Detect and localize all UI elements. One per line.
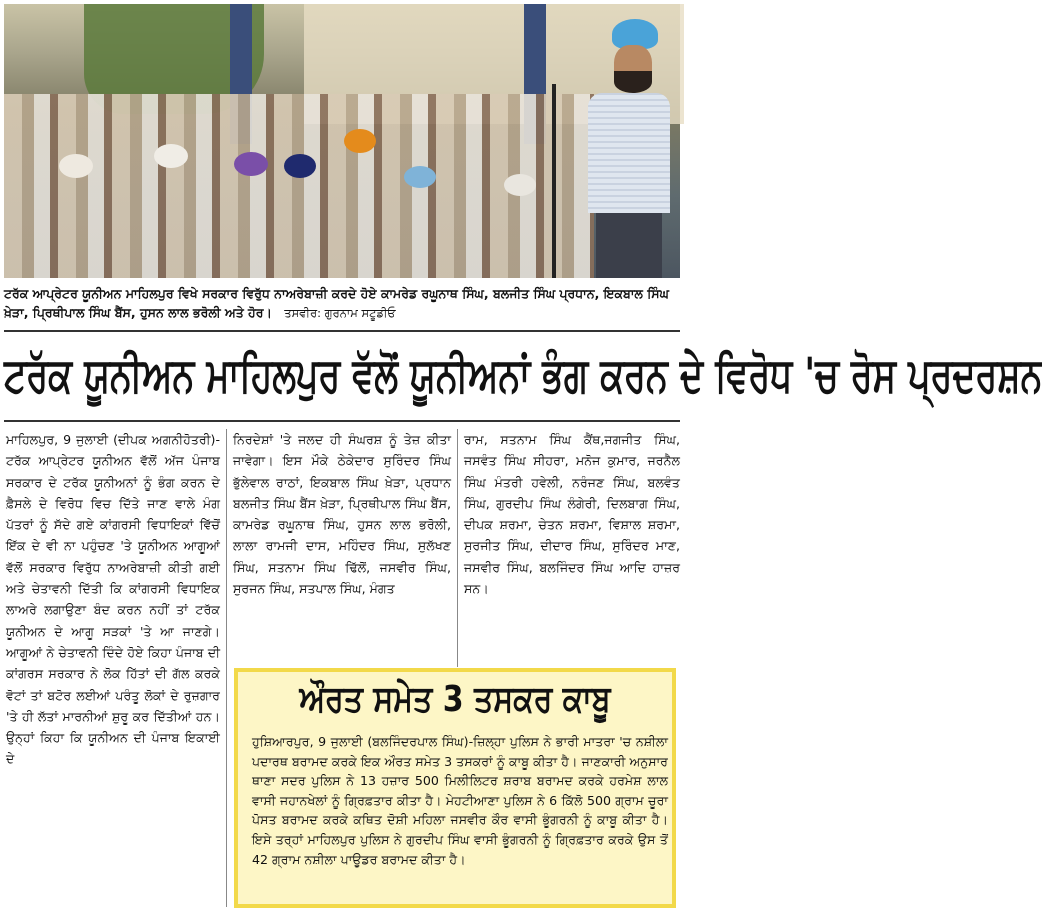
microphone-stand [552,84,556,278]
news-photo [4,4,680,278]
column-divider [457,429,458,667]
turban-orange [344,129,376,153]
box-headline: ਔਰਤ ਸਮੇਤ 3 ਤਸਕਰ ਕਾਬੂ [299,678,611,721]
news-box [234,668,676,908]
article-column-1: ਮਾਹਿਲਪੁਰ, 9 ਜੁਲਾਈ (ਦੀਪਕ ਅਗਨੀਹੋਤਰੀ)-ਟਰੱਕ ਆਪ੍ਰੇਟਰ ਯੂਨੀਅਨ ਵੱਲੋਂ ਅੱਜ ਪੰਜਾਬ ਸਰਕਾਰ ਦੇ ਟਰੱਕ ਯੂਨੀਅਨਾਂ ਨੂੰ ਭੰਗ ਕਰਨ ਦੇ ਫ਼ੈਸਲੇ ਦੇ ਵਿਰੋਧ ਵਿਚ ਦਿੱਤੇ ਜਾਣ ਵਾਲੇ ਮੰਗ ਪੱਤਰਾਂ ਨੂੰ ਸੱਦੇ ਗਏ ਕਾਂਗਰਸੀ ਵਿਧਾਇਕਾਂ ਵਿੱਚੋਂ ਇੱਕ ਦੇ ਵੀ ਨਾ ਪਹੁੰਚਣ 'ਤੇ ਯੂਨੀਅਨ ਆਗੂਆਂ ਵੱਲੋਂ ਸਰਕਾਰ ਵਿਰੁੱਧ ਨਾਅਰੇਬਾਜ਼ੀ ਕੀਤੀ ਗਈ ਅਤੇ ਚੇਤਾਵਨੀ ਦਿੱਤੀ ਕਿ ਕਾਂਗਰਸੀ ਵਿਧਾਇਕ ਲਾਅਰੇ ਲਗਾਉਣਾ ਬੰਦ ਕਰਨ ਨਹੀਂ ਤਾਂ ਟਰੱਕ ਯੂਨੀਅਨ ਦੇ ਆਗੂ ਸੜਕਾਂ 'ਤੇ ਆ ਜਾਣਗੇ। ਆਗੂਆਂ ਨੇ ਚੇਤਾਵਨੀ ਦਿੰਦੇ ਹੋਏ ਕਿਹਾ ਪੰਜਾਬ ਦੀ ਕਾਂਗਰਸ ਸਰਕਾਰ ਨੇ ਲੋਕ ਹਿੱਤਾਂ ਦੀ ਗੱਲ ਕਰਕੇ ਵੋਟਾਂ ਤਾਂ ਬਟੋਰ ਲਈਆਂ ਪਰੰਤੂ ਲੋਕਾਂ ਦੇ ਰੁਜ਼ਗਾਰ 'ਤੇ ਹੀ ਲੱਤਾਂ ਮਾਰਨੀਆਂ ਸ਼ੁਰੂ ਕਰ ਦਿੱਤੀਆਂ ਹਨ। ਉਨ੍ਹਾਂ ਕਿਹਾ ਕਿ ਯੂਨੀਅਨ ਦੀ ਪੰਜਾਬ ਇਕਾਈ ਦੇ [6,432,220,767]
article-column-3: ਰਾਮ, ਸਤਨਾਮ ਸਿੰਘ ਕੈਂਥ,ਜਗਜੀਤ ਸਿੰਘ, ਜਸਵੰਤ ਸਿੰਘ ਸੀਹਰਾ, ਮਨੋਜ ਕੁਮਾਰ, ਜਰਨੈਲ ਸਿੰਘ ਮੰਤਰੀ ਹਵੇਲੀ, ਨਰੰਜਣ ਸਿੰਘ, ਬਲਵੰਤ ਸਿੰਘ, ਗੁਰਦੀਪ ਸਿੰਘ ਲੰਗੇਰੀ, ਦਿਲਬਾਗ ਸਿੰਘ, ਦੀਪਕ ਸ਼ਰਮਾ, ਚੇਤਨ ਸ਼ਰਮਾ, ਵਿਸ਼ਾਲ ਸ਼ਰਮਾ, ਸੁਰਜੀਤ ਸਿੰਘ, ਦੀਦਾਰ ਸਿੰਘ, ਸੁਰਿੰਦਰ ਮਾਣ, ਜਸਵੀਰ ਸਿੰਘ, ਬਲਜਿੰਦਰ ਸਿੰਘ ਆਦਿ ਹਾਜ਼ਰ ਸਨ। [464,432,680,597]
caption-text: ਟਰੱਕ ਆਪ੍ਰੇਟਰ ਯੂਨੀਅਨ ਮਾਹਿਲਪੁਰ ਵਿਖੇ ਸਰਕਾਰ ਵਿਰੁੱਧ ਨਾਅਰੇਬਾਜ਼ੀ ਕਰਦੇ ਹੋਏ ਕਾਮਰੇਡ ਰਘੂਨਾਥ ਸਿੰਘ, ਬਲਜੀਤ ਸਿੰਘ ਪ੍ਰਧਾਨ, ਇਕਬਾਲ ਸਿੰਘ ਖ਼ੇੜਾ, ਪ੍ਰਿਥੀਪਾਲ ਸਿੰਘ ਬੈਂਸ, ਹੁਸਨ ਲਾਲ ਭਰੋਲੀ ਅਤੇ ਹੋਰ। [4,286,669,320]
cap-white [504,174,536,196]
article-column-2: ਨਿਰਦੇਸ਼ਾਂ 'ਤੇ ਜਲਦ ਹੀ ਸੰਘਰਸ਼ ਨੂੰ ਤੇਜ਼ ਕੀਤਾ ਜਾਵੇਗਾ। ਇਸ ਮੌਕੇ ਠੇਕੇਦਾਰ ਸੁਰਿੰਦਰ ਸਿੰਘ ਭੁੱਲੇਵਾਲ ਰਾਠਾਂ, ਇਕਬਾਲ ਸਿੰਘ ਖ਼ੇੜਾ, ਪ੍ਰਧਾਨ ਬਲਜੀਤ ਸਿੰਘ ਬੈਂਸ ਖ਼ੇੜਾ, ਪ੍ਰਿਥੀਪਾਲ ਸਿੰਘ ਬੈਂਸ, ਕਾਮਰੇਡ ਰਘੂਨਾਥ ਸਿੰਘ, ਹੁਸਨ ਲਾਲ ਭਰੋਲੀ, ਲਾਲਾ ਰਾਮਜੀ ਦਾਸ, ਮਹਿੰਦਰ ਸਿੰਘ, ਸੁਲੱਖਣ ਸਿੰਘ, ਸਤਨਾਮ ਸਿੰਘ ਢਿੱਲੋਂ, ਜਸਵੀਰ ਸਿੰਘ, ਸੁਰਜਨ ਸਿੰਘ, ਸਤਪਾਲ ਸਿੰਘ, ਮੰਗਤ [233,432,451,597]
turban-white [59,154,93,178]
divider [4,420,680,422]
photo-speaker [570,19,670,278]
turban-white [154,144,188,168]
headline: ਟਰੱਕ ਯੂਨੀਅਨ ਮਾਹਿਲਪੁਰ ਵੱਲੋਂ ਯੂਨੀਅਨਾਂ ਭੰਗ ਕਰਨ ਦੇ ਵਿਰੋਧ 'ਚ ਰੋਸ ਪ੍ਰਦਰਸ਼ਨ [4,349,1042,403]
photo-caption [4,284,680,323]
turban-navy [284,154,316,178]
column-divider [226,429,227,907]
box-article-text: ਹੁਸ਼ਿਆਰਪੁਰ, 9 ਜੁਲਾਈ (ਬਲਜਿੰਦਰਪਾਲ ਸਿੰਘ)-ਜ਼ਿਲ੍ਹਾ ਪੁਲਿਸ ਨੇ ਭਾਰੀ ਮਾਤਰਾ 'ਚ ਨਸ਼ੀਲਾ ਪਦਾਰਥ ਬਰਾਮਦ ਕਰਕੇ ਇਕ ਔਰਤ ਸਮੇਤ 3 ਤਸਕਰਾਂ ਨੂੰ ਕਾਬੂ ਕੀਤਾ ਹੈ। ਜਾਣਕਾਰੀ ਅਨੁਸਾਰ ਥਾਣਾ ਸਦਰ ਪੁਲਿਸ ਨੇ 13 ਹਜ਼ਾਰ 500 ਮਿਲੀਲਿਟਰ ਸ਼ਰਾਬ ਬਰਾਮਦ ਕਰਕੇ ਹਰਮੇਸ਼ ਲਾਲ ਵਾਸੀ ਜਹਾਨਖੇਲਾਂ ਨੂੰ ਗ੍ਰਿਫ਼ਤਾਰ ਕੀਤਾ ਹੈ। ਮੇਹਟੀਆਣਾ ਪੁਲਿਸ ਨੇ 6 ਕਿੱਲੋ 500 ਗ੍ਰਾਮ ਚੂਰਾ ਪੋਸਤ ਬਰਾਮਦ ਕਰਕੇ ਕਥਿਤ ਦੋਸ਼ੀ ਮਹਿਲਾ ਜਸਵੀਰ ਕੌਰ ਵਾਸੀ ਭੂੰਗਰਨੀ ਨੂੰ ਕਾਬੂ ਕੀਤਾ ਹੈ। ਇਸੇ ਤਰ੍ਹਾਂ ਮਾਹਿਲਪੁਰ ਪੁਲਿਸ ਨੇ ਗੁਰਦੀਪ ਸਿੰਘ ਵਾਸੀ ਭੂੰਗਰਨੀ ਨੂੰ ਗ੍ਰਿਫ਼ਤਾਰ ਕਰਕੇ ਉਸ ਤੋਂ 42 ਗ੍ਰਾਮ ਨਸ਼ੀਲਾ ਪਾਊਡਰ ਬਰਾਮਦ ਕੀਤਾ ਹੈ। [252,734,668,867]
photo-credit: ਤਸਵੀਰ: ਗੁਰਨਾਮ ਸਟੂਡੀਓ [284,306,396,320]
turban-blue [404,166,436,188]
turban-purple [234,152,268,176]
